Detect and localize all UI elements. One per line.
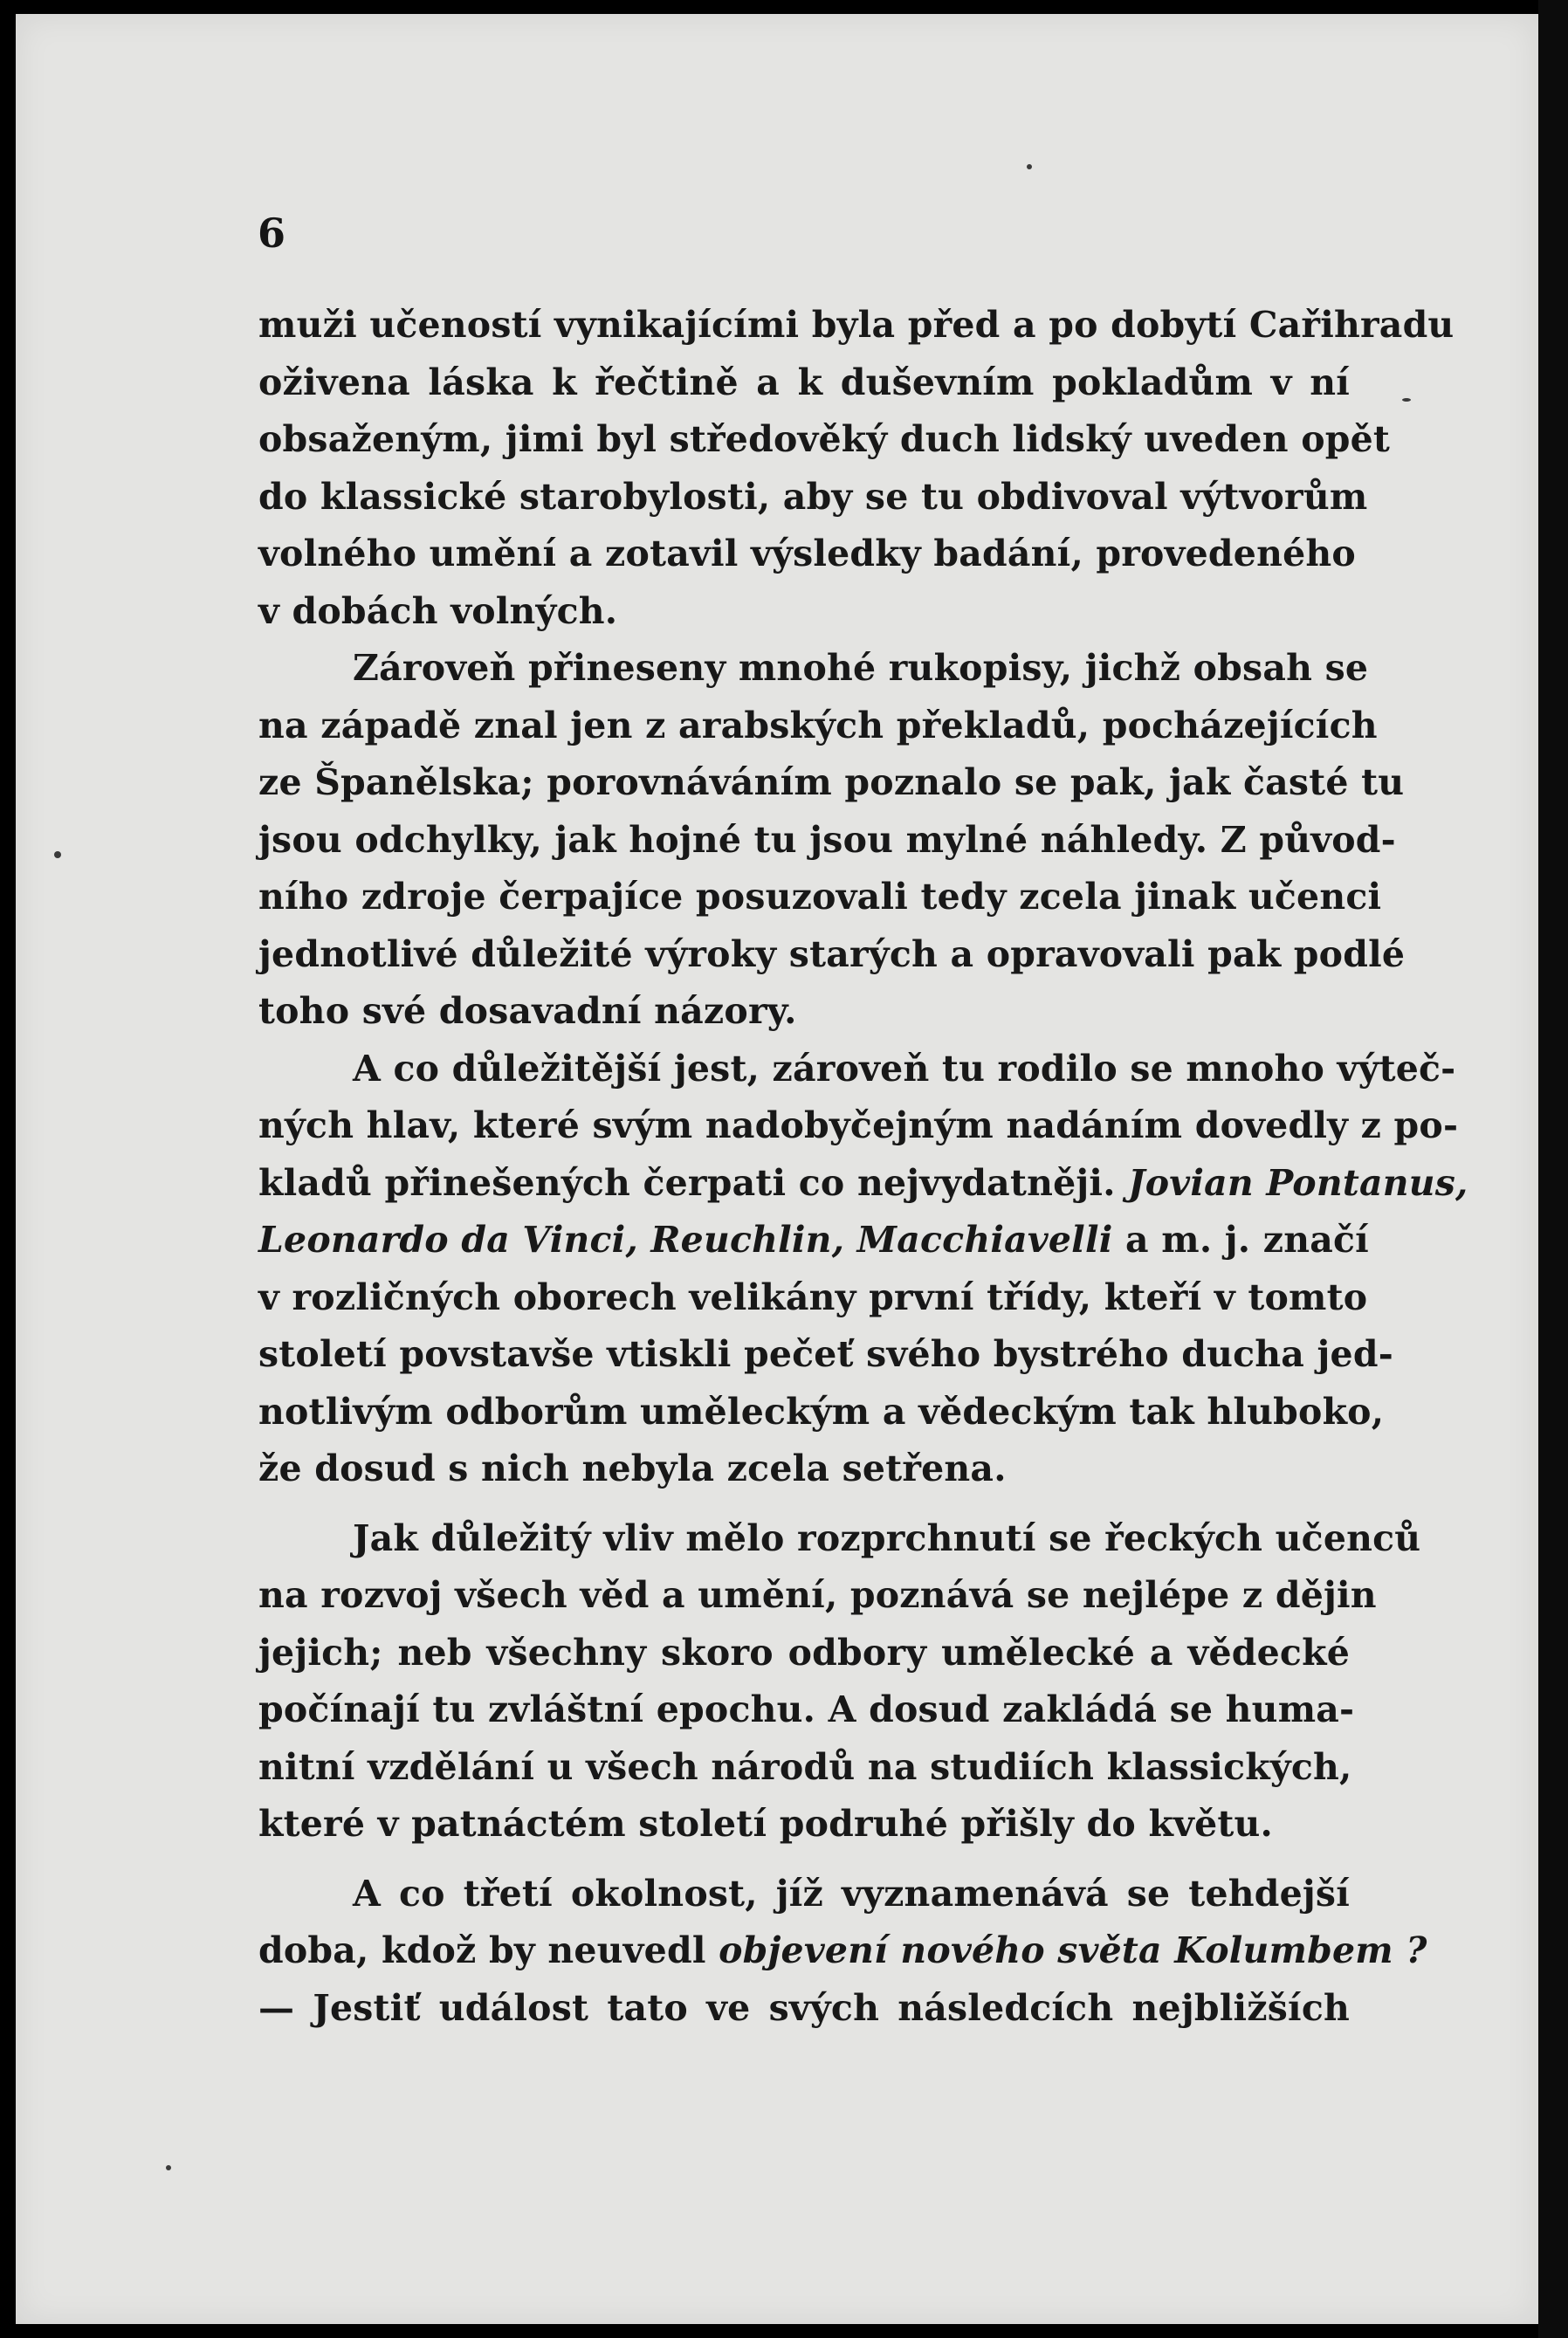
text-line: že dosud s nich nebyla zcela setřena. xyxy=(258,1447,1007,1489)
text-line: v rozličných oborech velikány první třídy, kteří v tomto xyxy=(258,1276,1368,1318)
paragraph xyxy=(258,1510,1421,1853)
body-text xyxy=(258,297,1468,2037)
text-line: století povstavše vtiskli pečeť svého bystrého ducha jed- xyxy=(258,1333,1393,1375)
text-line: notlivým odborům uměleckým a vědeckým tak hluboko, xyxy=(258,1390,1385,1433)
ink-speck xyxy=(166,2165,171,2170)
text-line xyxy=(258,1155,1468,1213)
text-line: na rozvoj všech věd a umění, poznává se nejlépe z dějin xyxy=(258,1574,1377,1616)
text-line xyxy=(258,1212,1369,1269)
paragraph-gap xyxy=(258,1853,1350,1866)
text-run: a m. j. značí xyxy=(1125,1219,1369,1261)
italic-name: Leonardo da Vinci, Reuchlin, Macchiavelli xyxy=(258,1219,1113,1261)
paragraph xyxy=(258,297,1455,640)
italic-name: Jovian Pontanus, xyxy=(1128,1161,1468,1204)
text-line: ního zdroje čerpajíce posuzovali tedy zcela jinak učenci xyxy=(258,876,1382,918)
ink-speck xyxy=(54,851,61,858)
text-line: A co důležitější jest, zároveň tu rodilo se mnoho výteč- xyxy=(353,1047,1456,1090)
text-line: muži učeností vynikajícími byla před a po dobytí Cařihradu xyxy=(258,304,1455,346)
text-line xyxy=(258,1922,1427,1980)
text-line: toho své dosavadní názory. xyxy=(258,990,797,1032)
ink-speck xyxy=(1027,164,1032,169)
text-line: Jak důležitý vliv mělo rozprchnutí se řeckých učenců xyxy=(353,1516,1421,1559)
page-number: 6 xyxy=(258,210,286,257)
paragraph xyxy=(258,640,1406,1041)
text-line: počínají tu zvláštní epochu. A dosud zakládá se huma- xyxy=(258,1688,1355,1730)
text-run: kladů přinešených čerpati co nejvydatněji. xyxy=(258,1161,1116,1204)
text-line: do klassické starobylosti, aby se tu obdivoval výtvorům xyxy=(258,475,1368,518)
text-line: oživena láska k řečtině a k duševním pokladům v ní xyxy=(258,361,1350,403)
book-binding-edge xyxy=(1538,0,1568,2338)
text-line: jednotlivé důležité výroky starých a opravovali pak podlé xyxy=(258,932,1406,975)
text-line: jsou odchylky, jak hojné tu jsou mylné náhledy. Z původ- xyxy=(258,818,1396,861)
paragraph xyxy=(258,1041,1468,1498)
text-line: obsaženým, jimi byl středověký duch lidský uveden opět xyxy=(258,418,1391,460)
text-line: A co třetí okolnost, jíž vyznamenává se tehdejší xyxy=(353,1872,1350,1915)
text-line: — Jestiť událost tato ve svých následcích nejbližších xyxy=(258,1986,1350,2029)
paragraph xyxy=(258,1866,1427,2038)
text-line: na západě znal jen z arabských překladů, pocházejících xyxy=(258,704,1378,746)
text-line: nitní vzdělání u všech národů na studiích klassických, xyxy=(258,1745,1352,1788)
text-line: ných hlav, které svým nadobyčejným nadáním dovedly z po- xyxy=(258,1104,1459,1146)
text-line: jejich; neb všechny skoro odbory umělecké a vědecké xyxy=(258,1631,1350,1674)
text-line: v dobách volných. xyxy=(258,589,618,632)
paragraph-gap xyxy=(258,1498,1350,1510)
ink-speck xyxy=(1402,398,1411,402)
text-run: doba, kdož by neuvedl xyxy=(258,1929,706,1971)
text-line: volného umění a zotavil výsledky badání, provedeného xyxy=(258,533,1356,574)
italic-phrase: objevení nového světa Kolumbem ? xyxy=(719,1929,1427,1971)
text-line: ze Španělska; porovnáváním poznalo se pak, jak časté tu xyxy=(258,761,1405,803)
text-line: které v patnáctém století podruhé přišly do květu. xyxy=(258,1803,1273,1845)
text-line: Zároveň přineseny mnohé rukopisy, jichž obsah se xyxy=(353,647,1369,689)
